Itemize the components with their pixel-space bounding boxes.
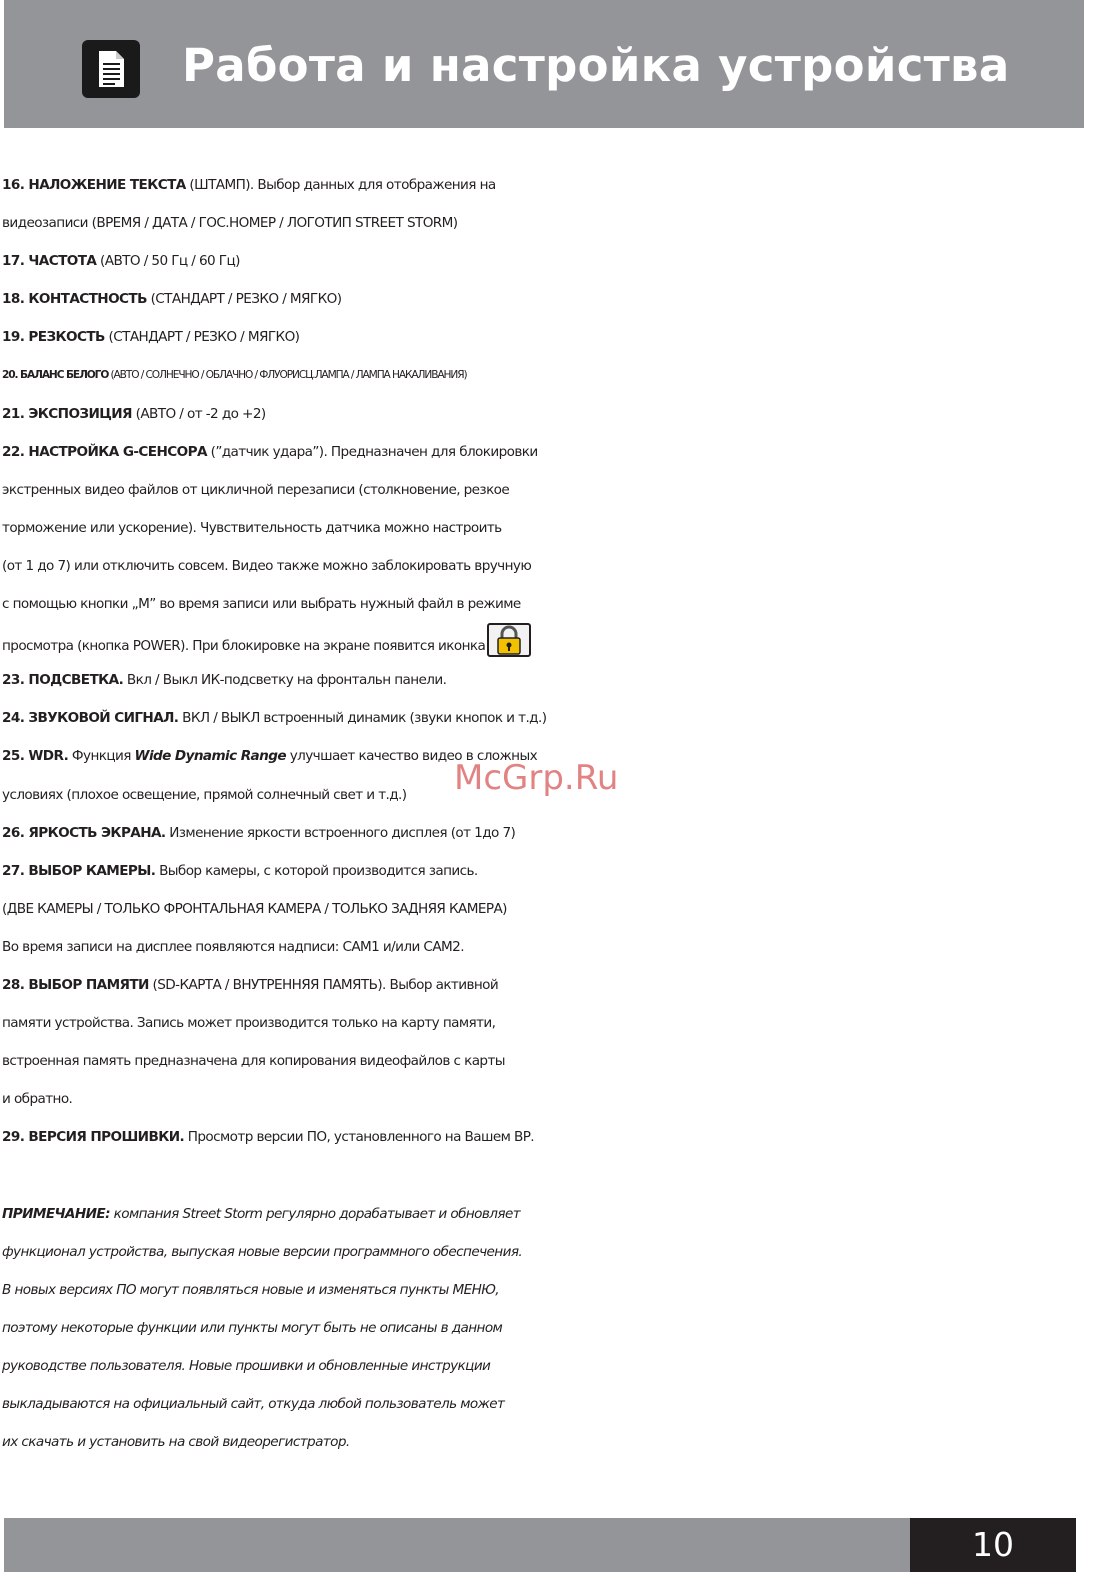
list-line: 29. ВЕРСИЯ ПРОШИВКИ. Просмотр версии ПО, установленного на Вашем ВР.	[2, 1129, 535, 1146]
list-line: видеозаписи (ВРЕМЯ / ДАТА / ГОС.НОМЕР / ЛОГОТИП STREET STORM)	[2, 215, 458, 232]
spacer	[2, 1156, 1097, 1194]
note-line: выкладываются на официальный сайт, откуда любой пользователь может	[2, 1396, 505, 1412]
list-line: 23. ПОДСВЕТКА. Вкл / Выкл ИК-подсветку на фронтальн панели.	[2, 672, 447, 689]
list-line: с помощью кнопки „M” во время записи или выбрать нужный файл в режиме	[2, 596, 521, 613]
settings-list	[2, 166, 1097, 1461]
list-line: торможение или ускорение). Чувствительность датчика можно настроить	[2, 519, 502, 536]
list-line: 21. ЭКСПОЗИЦИЯ (АВТО / от -2 до +2)	[2, 405, 266, 422]
list-line: памяти устройства. Запись может производится только на карту памяти,	[2, 1015, 496, 1032]
list-line: просмотра (кнопка POWER). При блокировке на экране появится иконка	[2, 623, 1097, 661]
list-line: 19. РЕЗКОСТЬ (СТАНДАРТ / РЕЗКО / МЯГКО)	[2, 329, 300, 346]
page-title: Работа и настройка устройства	[182, 39, 1010, 92]
document-icon	[82, 40, 140, 98]
list-line: экстренных видео файлов от цикличной перезаписи (столкновение, резкое	[2, 481, 510, 498]
list-line: 25. WDR. Функция Wide Dynamic Range улучшает качество видео в сложных	[2, 748, 538, 765]
list-line: и обратно.	[2, 1091, 73, 1108]
list-line: встроенная память предназначена для копирования видеофайлов с карты	[2, 1053, 505, 1070]
list-line: 26. ЯРКОСТЬ ЭКРАНА. Изменение яркости встроенного дисплея (от 1до 7)	[2, 824, 516, 841]
list-line: 22. НАСТРОЙКА G-СЕНСОРА (”датчик удара”). Предназначен для блокировки	[2, 443, 538, 460]
list-line: 27. ВЫБОР КАМЕРЫ. Выбор камеры, с которой производится запись.	[2, 862, 478, 879]
note-line: руководстве пользователя. Новые прошивки и обновленные инструкции	[2, 1357, 491, 1374]
list-line: 16. НАЛОЖЕНИЕ ТЕКСТА (ШТАМП). Выбор данных для отображения на	[2, 177, 496, 193]
note-label: ПРИМЕЧАНИЕ:	[2, 1205, 110, 1222]
note-line: функционал устройства, выпуская новые версии программного обеспечения.	[2, 1243, 523, 1260]
note-line: ПРИМЕЧАНИЕ: компания Street Storm регулярно дорабатывает и обновляет	[2, 1205, 521, 1222]
list-line: Во время записи на дисплее появляются надписи: CAM1 и/или CAM2.	[2, 938, 464, 955]
note-line: их скачать и установить на свой видеорегистратор.	[2, 1434, 350, 1451]
note-line: поэтому некоторые функции или пункты могут быть не описаны в данном	[2, 1319, 503, 1336]
footer-bar	[4, 1518, 910, 1572]
list-line: 18. КОНТАСТНОСТЬ (СТАНДАРТ / РЕЗКО / МЯГКО)	[2, 291, 342, 308]
note-line: В новых версиях ПО могут появляться новые и изменяться пункты МЕНЮ,	[2, 1281, 499, 1298]
wdr-term: Wide Dynamic Range	[134, 748, 286, 765]
page-number: 10	[910, 1518, 1076, 1572]
list-line: 24. ЗВУКОВОЙ СИГНАЛ. ВКЛ / ВЫКЛ встроенный динамик (звуки кнопок и т.д.)	[2, 710, 547, 727]
list-line: 20. БАЛАНС БЕЛОГО (АВТО / СОЛНЕЧНО / ОБЛАЧНО / ФЛУОРИСЦ.ЛАМПА / ЛАМПА НАКАЛИВАНИЯ)	[2, 369, 467, 382]
watermark: McGrp.Ru	[454, 758, 619, 798]
lock-icon	[487, 623, 531, 672]
list-line: условиях (плохое освещение, прямой солнечный свет и т.д.)	[2, 786, 407, 803]
list-line: 17. ЧАСТОТА (АВТО / 50 Гц / 60 Гц)	[2, 253, 240, 270]
list-line: (от 1 до 7) или отключить совсем. Видео также можно заблокировать вручную	[2, 557, 532, 574]
list-line: 28. ВЫБОР ПАМЯТИ (SD-КАРТА / ВНУТРЕННЯЯ ПАМЯТЬ). Выбор активной	[2, 976, 499, 993]
list-line: (ДВЕ КАМЕРЫ / ТОЛЬКО ФРОНТАЛЬНАЯ КАМЕРА / ТОЛЬКО ЗАДНЯЯ КАМЕРА)	[2, 900, 507, 917]
